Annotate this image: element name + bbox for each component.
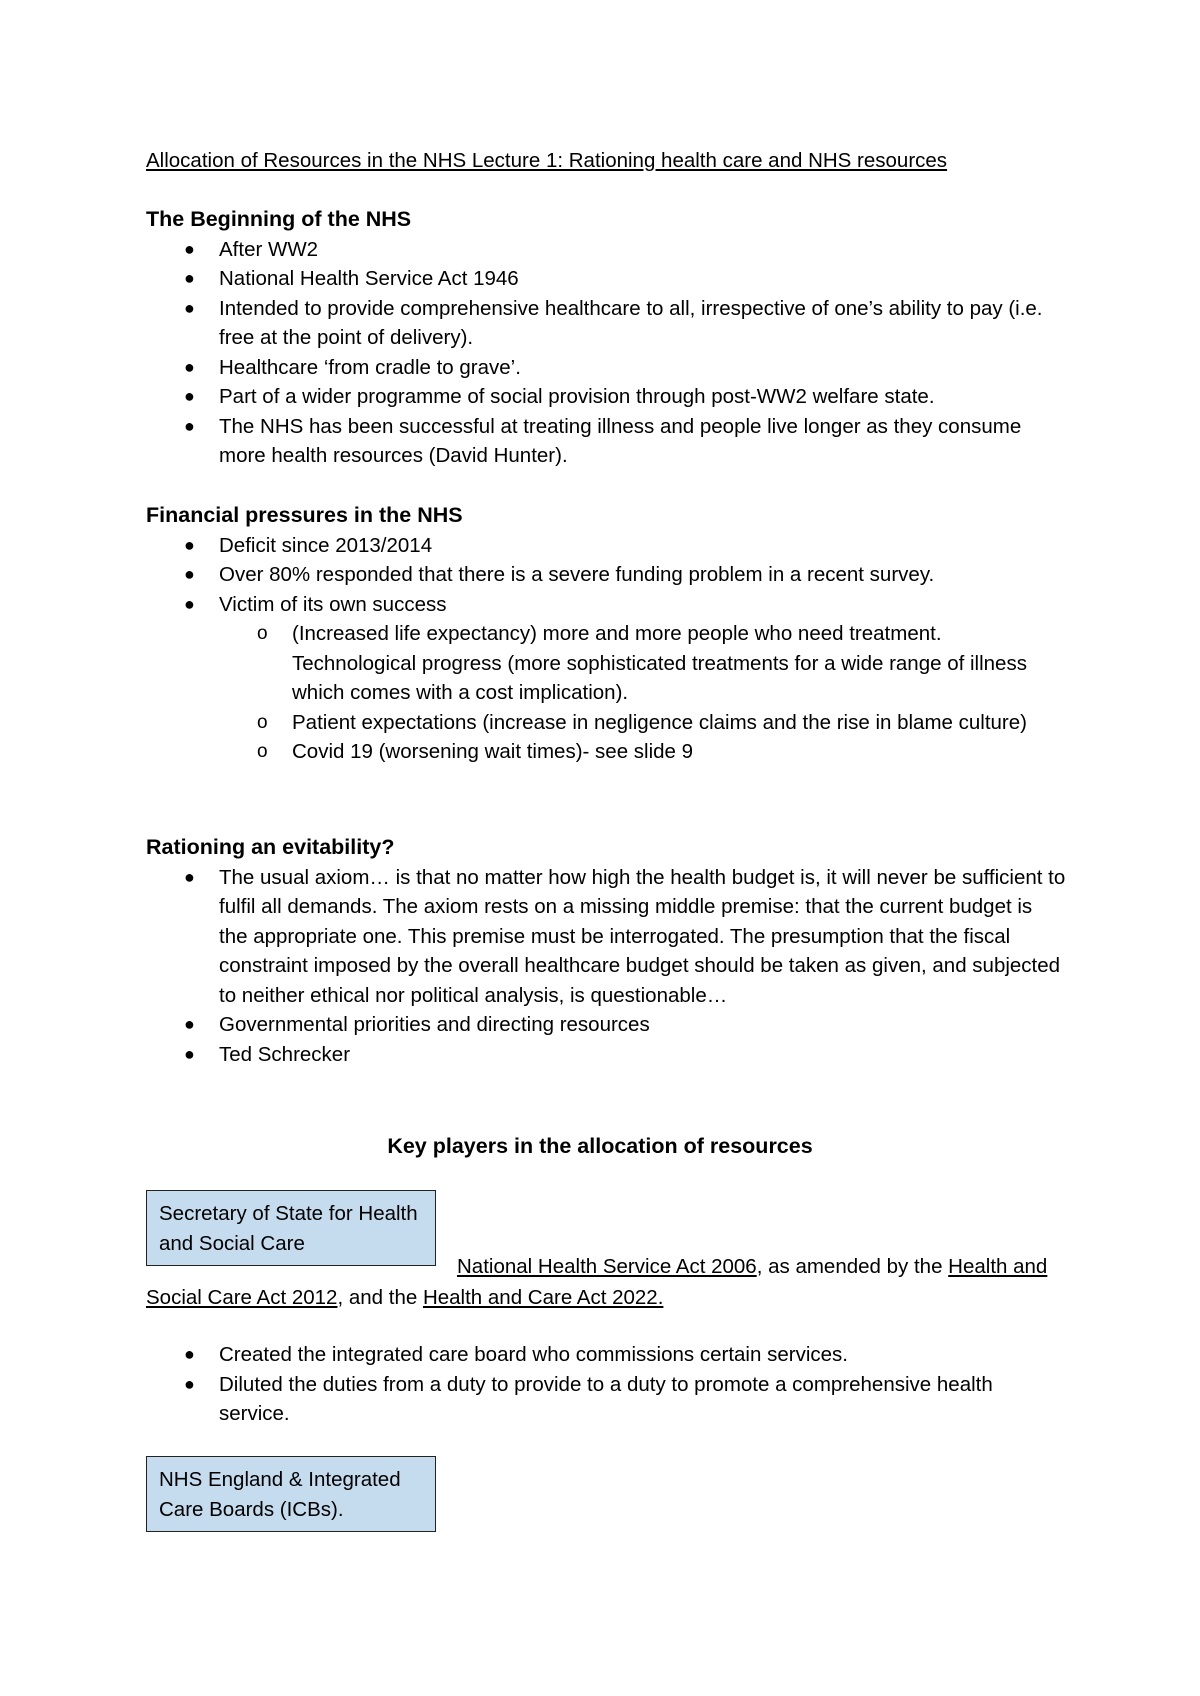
bullet-icon: ● — [184, 1014, 195, 1034]
bullet-icon: ● — [184, 866, 195, 887]
section-beginning — [146, 205, 1066, 471]
key-players-heading: Key players in the allocation of resources — [387, 1134, 813, 1158]
bullet-list — [146, 863, 1066, 1070]
section-heading: Financial pressures in the NHS — [146, 503, 463, 527]
list-item: ● Ted Schrecker — [146, 1040, 1066, 1070]
list-item: ● The NHS has been successful at treating illness and people live longer as they consume more health resources (David Hunter). — [146, 412, 1066, 471]
secretary-of-state-box: Secretary of State for Health and Social Care — [146, 1190, 436, 1266]
bullet-icon: ● — [184, 415, 195, 436]
sub-list-item: o Covid 19 (worsening wait times)- see slide 9 — [146, 737, 1066, 767]
bullet-icon: ● — [184, 386, 195, 406]
bullet-list — [146, 235, 1066, 471]
bullet-icon: ● — [184, 1373, 195, 1394]
circle-bullet-icon: o — [257, 741, 268, 762]
list-item: ● Diluted the duties from a duty to provide to a duty to promote a comprehensive health service. — [146, 1370, 1066, 1429]
bullet-icon: ● — [184, 297, 195, 318]
bullet-list — [146, 531, 1066, 620]
list-item: ● National Health Service Act 1946 — [146, 264, 1066, 294]
sub-list-item: o (Increased life expectancy) more and more people who need treatment. Technological progress (more sophisticated treatments for a wide range of illness which comes with a cost implication). — [146, 619, 1066, 708]
bullet-icon: ● — [184, 238, 195, 259]
section-heading: Rationing an evitability? — [146, 835, 395, 859]
bullet-icon: ● — [184, 534, 195, 555]
section-financial-pressures — [146, 501, 1066, 767]
bullet-list — [146, 1340, 1066, 1429]
list-item: ● Intended to provide comprehensive healthcare to all, irrespective of one’s ability to pay (i.e. free at the point of delivery). — [146, 294, 1066, 353]
list-item: ● Governmental priorities and directing resources — [146, 1010, 1066, 1040]
act-link-nhs-2006: National Health Service Act 2006 — [457, 1255, 757, 1278]
bullet-icon: ● — [184, 268, 195, 288]
section-heading: The Beginning of the NHS — [146, 207, 412, 231]
list-item: ● Created the integrated care board who commissions certain services. — [146, 1340, 1066, 1370]
bullet-icon: ● — [184, 1043, 195, 1064]
list-item: ● Victim of its own success — [146, 590, 1066, 620]
list-item: ● Over 80% responded that there is a severe funding problem in a recent survey. — [146, 560, 1066, 590]
list-item: ● Healthcare ‘from cradle to grave’. — [146, 353, 1066, 383]
bullet-icon: ● — [184, 593, 195, 614]
list-item: ● After WW2 — [146, 235, 1066, 265]
list-item: ● The usual axiom… is that no matter how high the health budget is, it will never be sufficient to fulfil all demands. The axiom rests on a missing middle premise: that the current budget is the appropriate one. This premise must be interrogated. The presumption that the fiscal constraint imposed by the overall healthcare budget should be taken as given, and subjected to neither ethical nor political analysis, is questionable… — [146, 863, 1066, 1011]
sub-list-item: o Patient expectations (increase in negligence claims and the rise in blame culture) — [146, 708, 1066, 738]
circle-bullet-icon: o — [257, 711, 268, 733]
list-item: ● Deficit since 2013/2014 — [146, 531, 1066, 561]
section-key-players-list — [146, 1340, 1066, 1429]
bullet-icon: ● — [184, 1344, 195, 1364]
section-rationing — [146, 833, 1066, 1069]
sub-bullet-list — [146, 619, 1066, 767]
act-link-hca-2022: Health and Care Act 2022. — [422, 1286, 664, 1309]
document-title: Allocation of Resources in the NHS Lecture 1: Rationing health care and NHS resources — [146, 149, 948, 172]
act-link-hsc-2012: Health and Social Care Act 2012 — [146, 1255, 1048, 1309]
bullet-icon: ● — [184, 564, 195, 584]
bullet-icon: ● — [184, 356, 195, 377]
nhs-england-icb-box: NHS England & Integrated Care Boards (ICBs). — [146, 1456, 436, 1532]
legislation-paragraph: National Health Service Act 2006, as amended by the Health and Social Care Act 2012, and the Health and Care Act 2022. — [146, 1255, 1048, 1309]
circle-bullet-icon: o — [257, 623, 268, 644]
list-item: ● Part of a wider programme of social provision through post-WW2 welfare state. — [146, 382, 1066, 412]
